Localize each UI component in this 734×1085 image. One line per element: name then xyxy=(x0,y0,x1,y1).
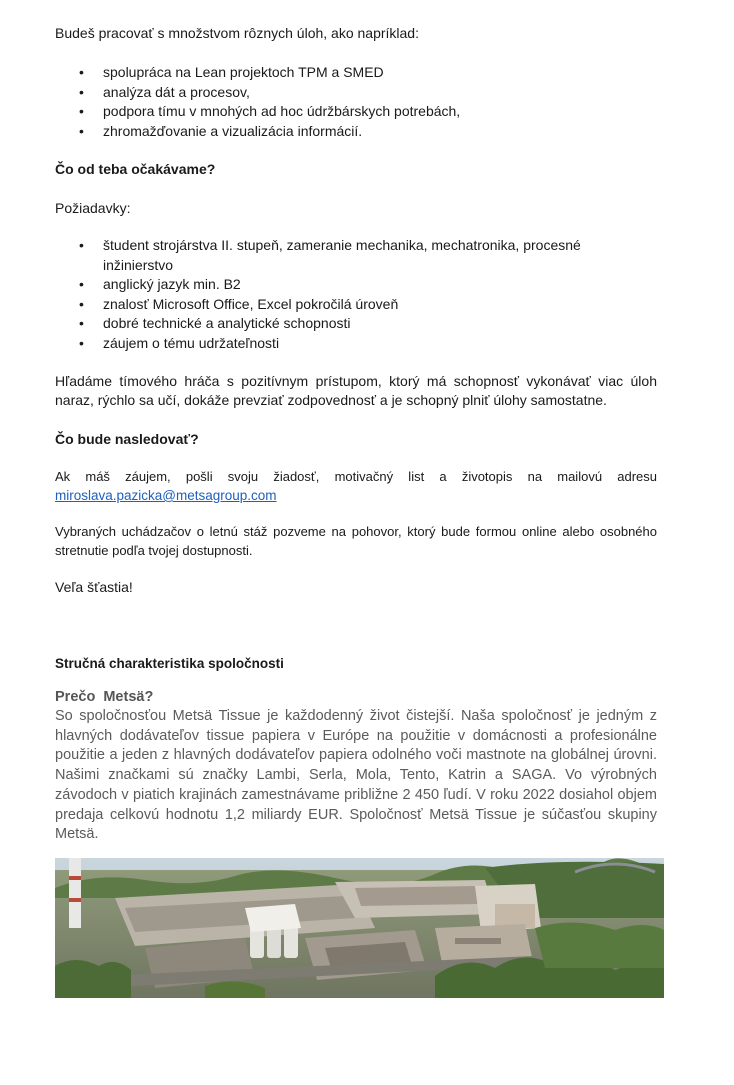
interview-text: Vybraných uchádzačov o letnú stáž pozveme na pohovor, ktorý bude formou online alebo osobného stretnutie podľa tvojej dostupnosti. xyxy=(55,524,657,558)
requirements-label: Požiadavky: xyxy=(55,200,131,216)
email-link[interactable]: miroslava.pazicka@metsagroup.com xyxy=(55,488,277,503)
apply-text: Ak máš záujem, pošli svoju žiadosť, motivačný list a životopis na mailovú adresu xyxy=(55,469,657,484)
tasks-list xyxy=(55,63,657,141)
list-item: • dobré technické a analytické schopnosti xyxy=(55,314,657,334)
list-item: • anglický jazyk min. B2 xyxy=(55,275,657,295)
company-heading: Stručná charakteristika spoločnosti xyxy=(55,656,284,671)
intro-text: Budeš pracovať s množstvom rôznych úloh, ako napríklad: xyxy=(55,25,419,41)
company-description: So spoločnosťou Metsä Tissue je každodenný život čistejší. Naša spoločnosť je jedným z hlavných dodávateľov tissue papiera v Európe na použitie v domácnosti a profesionálne použitie a jeden z hlavných dodávateľov papiera odolného voči mastnote na globálnej úrovni. Našimi značkami sú značky Lambi, Serla, Mola, Tento, Katrin a SAGA. Vo výrobných závodoch v piatich krajinách zamestnávame približne 2 450 ľudí. V roku 2022 dosiahol objem predaja celkovú hodnotu 1,2 miliardy EUR. Spoločnosť Metsä Tissue je súčasťou skupiny Metsä. xyxy=(55,708,657,843)
next-heading: Čo bude nasledovať? xyxy=(55,431,199,447)
list-item: • podpora tímu v mnohých ad hoc údržbárskych potrebách, xyxy=(55,102,657,122)
list-item: • záujem o tému udržateľnosti xyxy=(55,334,657,354)
factory-aerial-photo xyxy=(55,858,664,998)
requirements-list xyxy=(55,236,657,353)
list-item: • analýza dát a procesov, xyxy=(55,83,657,103)
list-item: • znalosť Microsoft Office, Excel pokročilá úroveň xyxy=(55,295,657,315)
list-item: • študent strojárstva II. stupeň, zameranie mechanika, mechatronika, procesné inžinierstvo xyxy=(55,236,657,275)
team-player-text: Hľadáme tímového hráča s pozitívnym prístupom, ktorý má schopnosť vykonávať viac úloh naraz, rýchlo sa učí, dokáže prevziať zodpovednosť a je schopný plniť úlohy samostatne. xyxy=(55,373,657,408)
expect-heading: Čo od teba očakávame? xyxy=(55,161,216,177)
good-luck-text: Veľa šťastia! xyxy=(55,579,133,595)
why-metsa-heading: Prečo Metsä? xyxy=(55,689,154,705)
list-item: • zhromažďovanie a vizualizácia informácií. xyxy=(55,122,657,142)
list-item: • spolupráca na Lean projektoch TPM a SMED xyxy=(55,63,657,83)
